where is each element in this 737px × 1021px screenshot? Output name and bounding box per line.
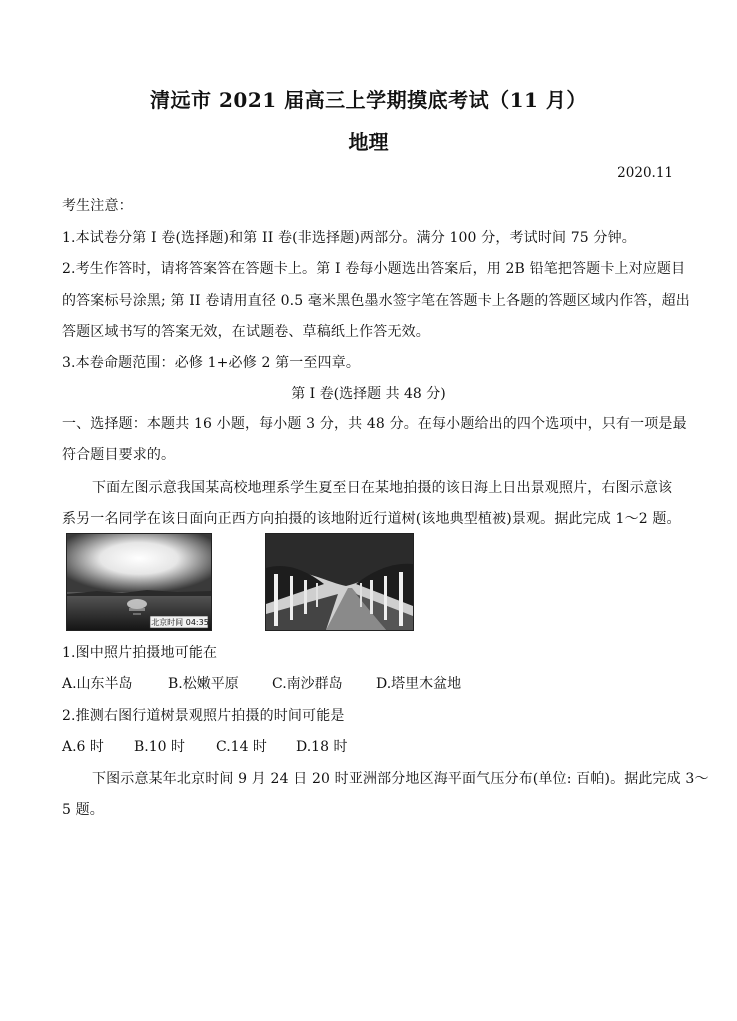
roadside-trees-image [266,534,413,630]
question-2-option-c[interactable]: C.14 时 [216,739,267,755]
question-2-stem: 2.推测右图行道树景观照片拍摄的时间可能是 [62,708,345,724]
passage-1-line-1: 下面左图示意我国某高校地理系学生夏至日在某地拍摄的该日海上日出景观照片，右图示意该 [92,480,673,496]
photo-timestamp: 北京时间 04:35 [151,618,209,627]
question-1-option-a[interactable]: A.山东半岛 [62,676,133,692]
question-1-option-d[interactable]: D.塔里木盆地 [376,676,462,692]
page-title: 清远市 2021 届高三上学期摸底考试（11 月） [150,88,587,112]
subject-title: 地理 [348,130,389,154]
section-heading: 第 I 卷(选择题 共 48 分) [291,386,446,402]
notice-item-2-line-2: 的答案标号涂黑; 第 II 卷请用直径 0.5 毫米黑色墨水签字笔在答题卡上各题的答题区域内作答，超出 [62,293,690,309]
section-instruction-line-1: 一、选择题：本题共 16 小题，每小题 3 分，共 48 分。在每小题给出的四个选项中，只有一项是最 [62,416,687,432]
notice-item-2-line-3: 答题区域书写的答案无效，在试题卷、草稿纸上作答无效。 [62,324,430,340]
notice-item-1: 1.本试卷分第 I 卷(选择题)和第 II 卷(非选择题)两部分。满分 100 分，考试时间 75 分钟。 [62,230,636,246]
sunrise-photo [66,533,212,631]
section-instruction-line-2: 符合题目要求的。 [62,447,176,463]
question-1-stem: 1.图中照片拍摄地可能在 [62,645,218,661]
sunrise-photo-image [67,534,211,630]
question-2-option-b[interactable]: B.10 时 [134,739,186,755]
question-1-option-b[interactable]: B.松嫩平原 [168,676,239,692]
notice-item-2-line-1: 2.考生作答时，请将答案答在答题卡上。第 I 卷每小题选出答案后，用 2B 铅笔把答题卡上对应题目 [62,261,686,277]
question-1-option-c[interactable]: C.南沙群岛 [272,676,343,692]
question-2-option-a[interactable]: A.6 时 [62,739,104,755]
passage-2-line-1: 下图示意某年北京时间 9 月 24 日 20 时亚洲部分地区海平面气压分布(单位: 百帕)。据此完成 3～ [92,771,709,787]
exam-date: 2020.11 [617,165,673,181]
notice-heading: 考生注意： [62,198,133,214]
passage-2-line-2: 5 题。 [62,802,104,818]
question-2-option-d[interactable]: D.18 时 [296,739,348,755]
passage-1-line-2: 系另一名同学在该日面向正西方向拍摄的该地附近行道树(该地典型植被)景观。据此完成 1～2 题。 [62,511,681,527]
notice-item-3: 3.本卷命题范围：必修 1+必修 2 第一至四章。 [62,355,361,371]
roadside-trees-photo [265,533,414,631]
